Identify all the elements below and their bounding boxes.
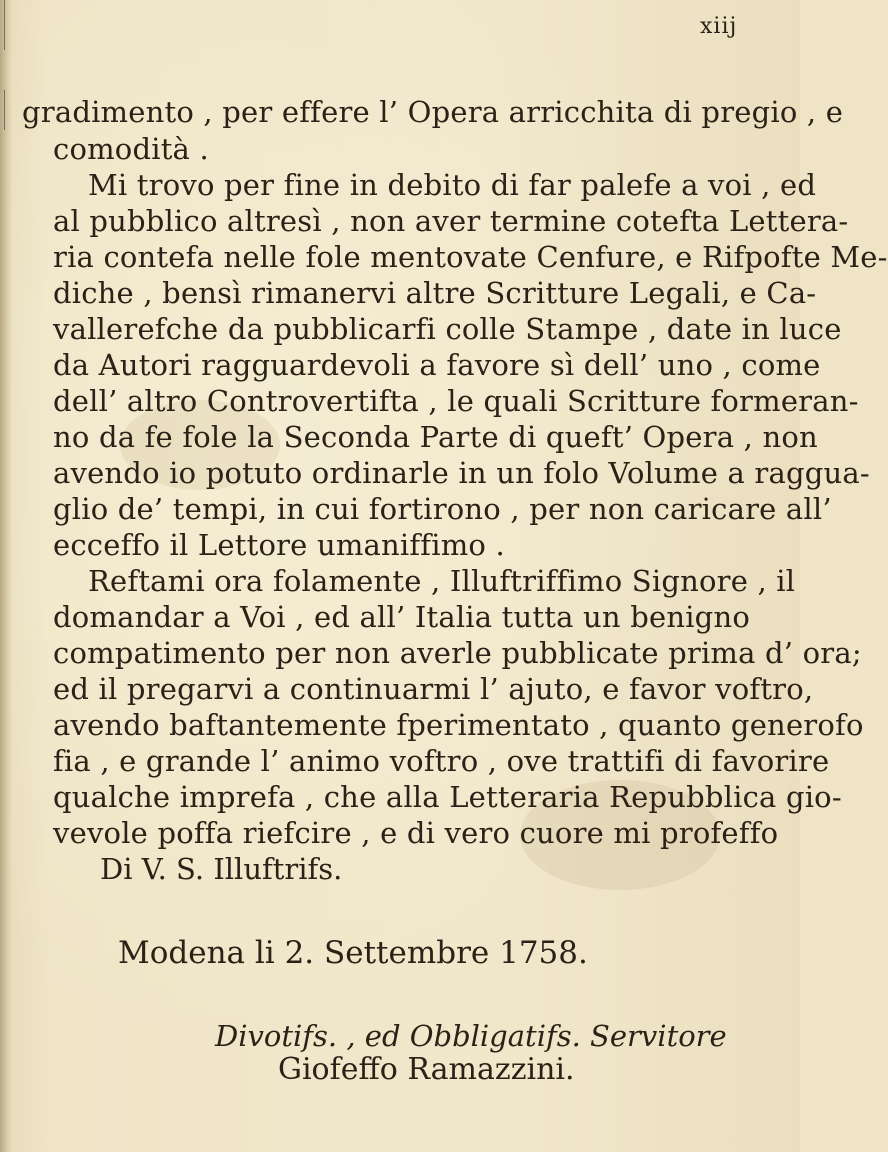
text-line: fia , e grande l’ animo voftro , ove trattifi di favorire	[53, 744, 830, 778]
text-line: al pubblico altresì , non aver termine cotefta Lettera-	[53, 204, 849, 238]
text-line: ed il pregarvi a continuarmi l’ ajuto, e favor voftro,	[53, 672, 814, 706]
text-line: domandar a Voi , ed all’ Italia tutta un benigno	[53, 600, 750, 634]
closing-salutation: Di V. S. Illuftrifs.	[100, 852, 343, 886]
text-line: no da fe fole la Seconda Parte di queft’ Opera , non	[53, 420, 818, 454]
text-line: da Autori ragguardevoli a favore sì dell’ uno , come	[53, 348, 821, 382]
text-line: compatimento per non averle pubblicate prima d’ ora;	[53, 636, 862, 670]
signature-name: Giofeffo Ramazzini.	[278, 1052, 575, 1087]
text-line: glio de’ tempi, in cui fortirono , per non caricare all’	[53, 492, 832, 526]
text-line: avendo io potuto ordinarle in un folo Volume a raggua-	[53, 456, 870, 490]
text-line: ria contefa nelle fole mentovate Cenfure, e Rifpofte Me-	[53, 240, 888, 274]
page-gutter	[0, 0, 12, 1152]
page-number: xiij	[700, 14, 738, 39]
text-line: dell’ altro Controvertifta , le quali Scritture formeran-	[53, 384, 859, 418]
text-line: comodità .	[53, 132, 209, 166]
text-line: gradimento , per effere l’ Opera arricchita di pregio , e	[22, 95, 844, 129]
text-line: Reftami ora folamente , Illuftriffimo Signore , il	[88, 564, 796, 598]
gutter-rule	[4, 90, 5, 130]
text-line: qualche imprefa , che alla Letteraria Repubblica gio-	[53, 780, 842, 814]
text-line: ecceffo il Lettore umaniffimo .	[53, 528, 505, 562]
text-line: diche , bensì rimanervi altre Scritture Legali, e Ca-	[53, 276, 817, 310]
gutter-rule	[4, 0, 5, 50]
text-line: vevole poffa riefcire , e di vero cuore mi profeffo	[53, 816, 779, 850]
text-line: vallerefche da pubblicarfi colle Stampe , date in luce	[53, 312, 842, 346]
dateline: Modena li 2. Settembre 1758.	[118, 935, 588, 971]
text-line: avendo baftantemente fperimentato , quanto generofo	[53, 708, 864, 742]
text-line: Mi trovo per fine in debito di far palefe a voi , ed	[88, 168, 817, 202]
signature-courtesy: Divotifs. , ed Obbligatifs. Servitore	[215, 1019, 727, 1053]
